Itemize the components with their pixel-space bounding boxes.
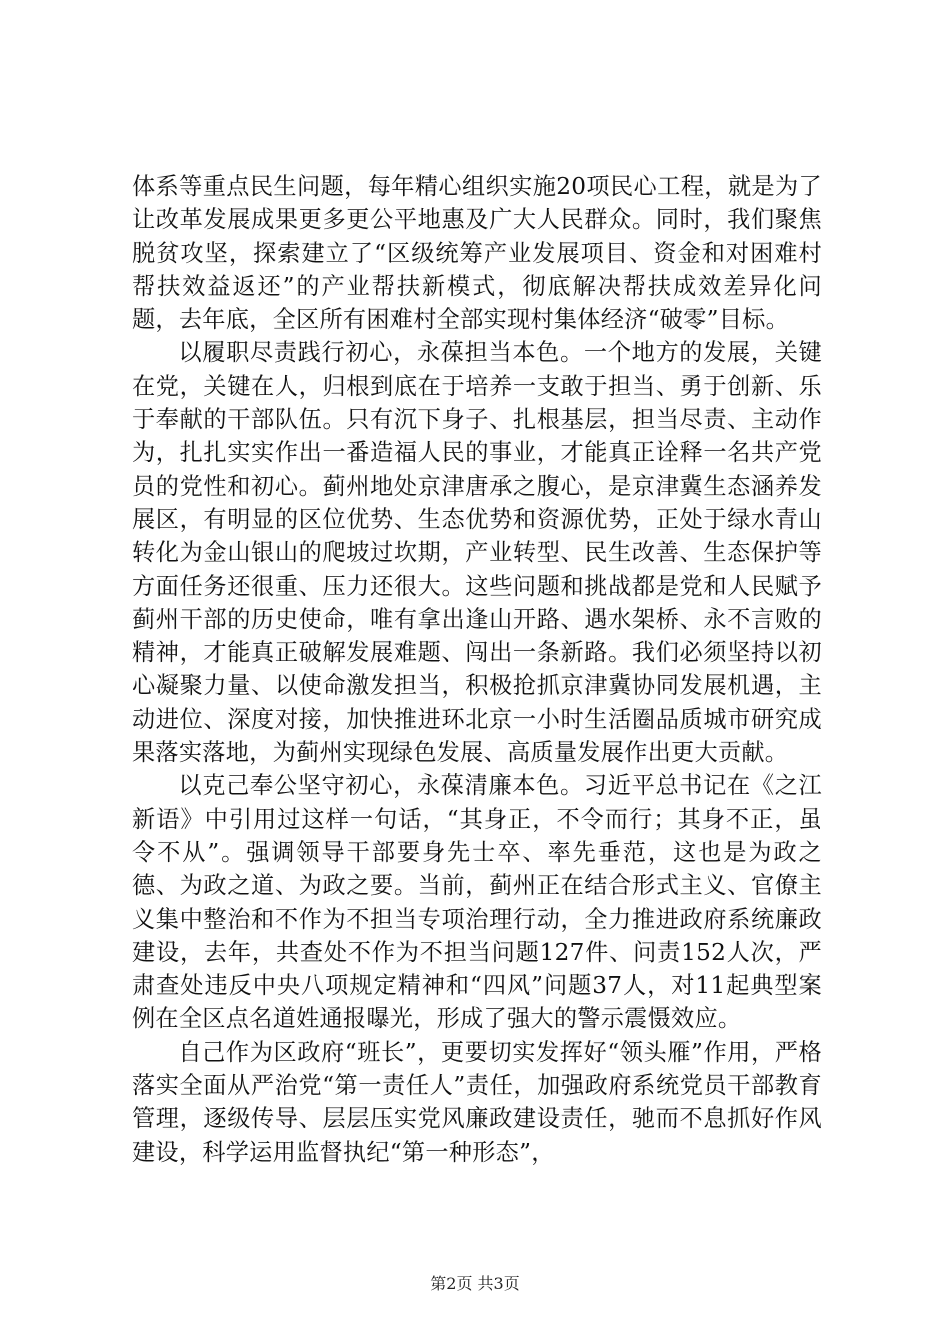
- page-footer: [0, 1274, 950, 1294]
- paragraph-2: 以履职尽责践行初心，永葆担当本色。一个地方的发展，关键在党，关键在人，归根到底在于培养一支敢于担当、勇于创新、乐于奉献的干部队伍。只有沉下身子、扎根基层，担当尽责、主动作为，扎扎实实作出一番造福人民的事业，才能真正诠释一名共产党员的党性和初心。蓟州地处京津唐承之腹心，是京津冀生态涵养发展区，有明显的区位优势、生态优势和资源优势，正处于绿水青山转化为金山银山的爬坡过坎期，产业转型、民生改善、生态保护等方面任务还很重、压力还很大。这些问题和挑战都是党和人民赋予蓟州干部的历史使命，唯有拿出逢山开路、遇水架桥、永不言败的精神，才能真正破解发展难题、闯出一条新路。我们必须坚持以初心凝聚力量、以使命激发担当，积极抢抓京津冀协同发展机遇，主动进位、深度对接，加快推进环北京一小时生活圈品质城市研究成果落实落地，为蓟州实现绿色发展、高质量发展作出更大贡献。: [132, 339, 822, 767]
- document-body: [132, 170, 822, 1169]
- paragraph-3: 以克己奉公坚守初心，永葆清廉本色。习近平总书记在《之江新语》中引用过这样一句话，“其身正，不令而行；其身不正，虽令不从”。强调领导干部要身先士卒、率先垂范，这也是为政之德、为政之道、为政之要。当前，蓟州正在结合形式主义、官僚主义集中整治和不作为不担当专项治理行动，全力推进政府系统廉政建设，去年，共查处不作为不担当问题127件、问责152人次，严肃查处违反中央八项规定精神和“四风”问题37人，对11起典型案例在全区点名道姓通报曝光，形成了强大的警示震慑效应。: [132, 772, 822, 1033]
- paragraph-1: 体系等重点民生问题，每年精心组织实施20项民心工程，就是为了让改革发展成果更多更公平地惠及广大人民群众。同时，我们聚焦脱贫攻坚，探索建立了“区级统筹产业发展项目、资金和对困难村帮扶效益返还”的产业帮扶新模式，彻底解决帮扶成效差异化问题，去年底，全区所有困难村全部实现村集体经济“破零”目标。: [132, 173, 822, 334]
- page-number-label: 第2页 共3页: [430, 1274, 520, 1293]
- paragraph-4: 自己作为区政府“班长”，更要切实发挥好“领头雁”作用，严格落实全面从严治党“第一责任人”责任，加强政府系统党员干部教育管理，逐级传导、层层压实党风廉政建设责任，驰而不息抓好作风建设，科学运用监督执纪“第一种形态”，: [132, 1038, 822, 1166]
